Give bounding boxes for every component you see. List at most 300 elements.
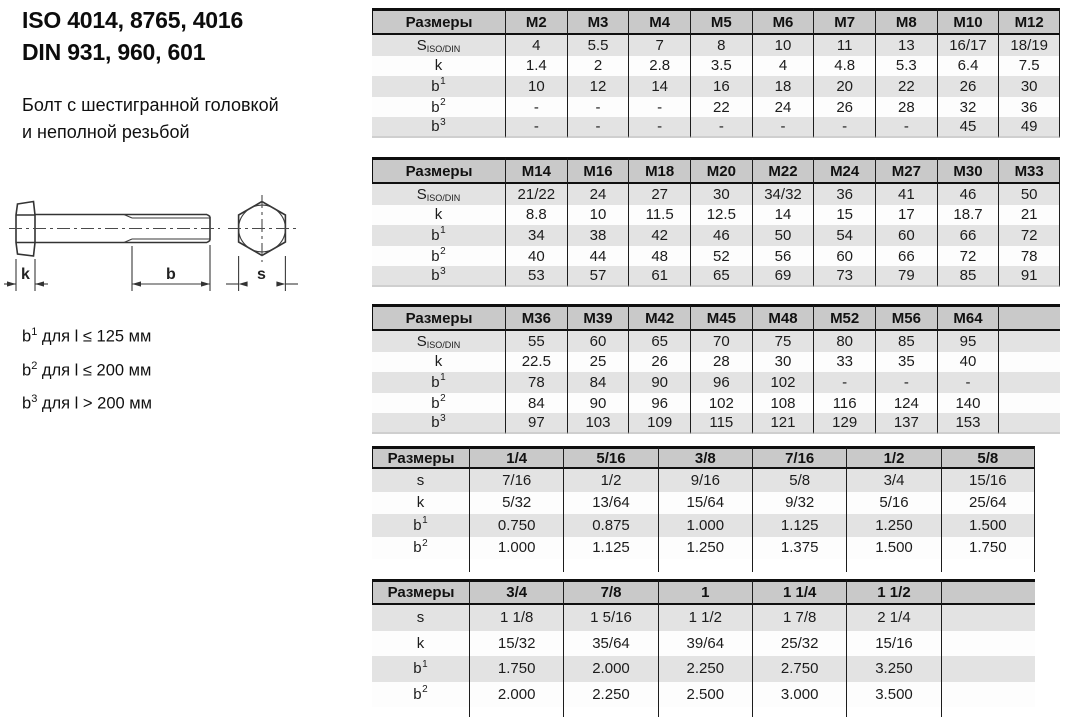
value-cell: 103: [567, 413, 629, 434]
value-cell: 75: [752, 331, 814, 352]
row-label: S $_{ISO/DIN}$: [372, 35, 505, 56]
value-cell: 153: [937, 413, 999, 434]
value-cell: 90: [567, 393, 629, 414]
value-cell: 80: [813, 331, 875, 352]
value-cell: 129: [813, 413, 875, 434]
value-cell: 115: [690, 413, 752, 434]
value-cell: 26: [937, 76, 999, 97]
subtitle-block: [22, 92, 279, 146]
size-column-header: M36: [505, 304, 567, 331]
value-cell: -: [813, 117, 875, 138]
value-cell: 85: [937, 266, 999, 287]
value-cell: 57: [567, 266, 629, 287]
size-column-header: M52: [813, 304, 875, 331]
value-cell: 124: [875, 393, 937, 414]
row-label: b $^3$: [372, 117, 505, 138]
value-cell: 18.7: [937, 205, 999, 226]
row-label: b $^3$: [372, 266, 505, 287]
value-cell: 1.750: [469, 656, 563, 682]
value-cell: 65: [690, 266, 752, 287]
value-cell: 60: [875, 225, 937, 246]
value-cell: 85: [875, 331, 937, 352]
size-column-header: M12: [998, 8, 1060, 35]
value-cell: 7: [628, 35, 690, 56]
value-cell: 1.250: [658, 537, 752, 560]
value-cell: 11.5: [628, 205, 690, 226]
value-cell: -: [875, 372, 937, 393]
tail-cell: [846, 707, 940, 717]
value-cell: 2.250: [658, 656, 752, 682]
product-description-line2: и неполной резьбой: [22, 122, 190, 142]
value-cell: 60: [813, 246, 875, 267]
tail-cell: [752, 559, 846, 572]
tail-cell: [563, 559, 657, 572]
value-cell: 1/2: [563, 469, 657, 492]
value-cell: 36: [813, 184, 875, 205]
row-label: b $^1$: [372, 514, 469, 537]
value-cell: 0.875: [563, 514, 657, 537]
size-column-header: M16: [567, 157, 629, 184]
size-column-header: M7: [813, 8, 875, 35]
value-cell: 15/16: [846, 631, 940, 657]
size-column-header: M30: [937, 157, 999, 184]
value-cell: -: [567, 97, 629, 118]
row-label: S $_{ISO/DIN}$: [372, 184, 505, 205]
size-column-header: 1 1/4: [752, 579, 846, 605]
size-column-header: M14: [505, 157, 567, 184]
value-cell: 49: [998, 117, 1060, 138]
size-column-header: 1: [658, 579, 752, 605]
row-label: b $^2$: [372, 246, 505, 267]
value-cell: 50: [998, 184, 1060, 205]
size-column-header: M45: [690, 304, 752, 331]
size-column-header: M27: [875, 157, 937, 184]
value-cell: -: [567, 117, 629, 138]
size-column-header: M22: [752, 157, 814, 184]
table-row: [372, 413, 1060, 434]
size-column-header: M20: [690, 157, 752, 184]
standard-title-din: DIN 931, 960, 601: [22, 39, 206, 65]
value-cell: [941, 605, 1035, 631]
k-dimension-label: k: [21, 266, 30, 283]
table-row: [372, 537, 1035, 560]
size-column-header: 3/4: [469, 579, 563, 605]
value-cell: 40: [937, 352, 999, 373]
value-cell: 34/32: [752, 184, 814, 205]
value-cell: 15: [813, 205, 875, 226]
size-column-header: M10: [937, 8, 999, 35]
size-column-header: M6: [752, 8, 814, 35]
value-cell: [998, 393, 1060, 414]
value-cell: 5/8: [752, 469, 846, 492]
footnotes-block: [22, 318, 152, 419]
value-cell: 1 1/2: [658, 605, 752, 631]
size-column-header: 1 1/2: [846, 579, 940, 605]
row-label: b $^2$: [372, 682, 469, 708]
size-column-header: M48: [752, 304, 814, 331]
row-label: b $^2$: [372, 393, 505, 414]
table-row: [372, 682, 1035, 708]
value-cell: 2.000: [563, 656, 657, 682]
value-cell: 38: [567, 225, 629, 246]
value-cell: 1.250: [846, 514, 940, 537]
value-cell: -: [628, 117, 690, 138]
value-cell: 8.8: [505, 205, 567, 226]
value-cell: 10: [752, 35, 814, 56]
value-cell: 95: [937, 331, 999, 352]
value-cell: 30: [752, 352, 814, 373]
value-cell: -: [752, 117, 814, 138]
value-cell: 34: [505, 225, 567, 246]
value-cell: 13: [875, 35, 937, 56]
value-cell: 12.5: [690, 205, 752, 226]
table-row: [372, 117, 1060, 138]
table-row: [372, 393, 1060, 414]
value-cell: 97: [505, 413, 567, 434]
size-column-header: 5/16: [563, 446, 657, 469]
value-cell: 10: [567, 205, 629, 226]
value-cell: 21: [998, 205, 1060, 226]
tail-cell: [941, 559, 1035, 572]
value-cell: 48: [628, 246, 690, 267]
value-cell: [998, 372, 1060, 393]
value-cell: 56: [752, 246, 814, 267]
spec-table-inch-large: [372, 579, 1035, 717]
value-cell: 25: [567, 352, 629, 373]
standard-title-iso: ISO 4014, 8765, 4016: [22, 7, 244, 33]
value-cell: 54: [813, 225, 875, 246]
tail-cell: [372, 707, 469, 717]
value-cell: 72: [937, 246, 999, 267]
value-cell: 30: [998, 76, 1060, 97]
bolt-technical-drawing: [2, 186, 354, 336]
value-cell: -: [628, 97, 690, 118]
size-column-header: M3: [567, 8, 629, 35]
value-cell: 2.750: [752, 656, 846, 682]
tail-cell: [941, 707, 1035, 717]
value-cell: 33: [813, 352, 875, 373]
tail-cell: [658, 707, 752, 717]
value-cell: -: [813, 372, 875, 393]
row-label: k: [372, 492, 469, 515]
tail-cell: [372, 559, 469, 572]
value-cell: 42: [628, 225, 690, 246]
row-label: b $^1$: [372, 225, 505, 246]
row-label-header: Размеры: [372, 8, 505, 35]
value-cell: 1 1/8: [469, 605, 563, 631]
size-column-header: M39: [567, 304, 629, 331]
footnote-line: $b^2$ для l ≤ 200 мм: [22, 359, 152, 379]
table-row: [372, 605, 1035, 631]
table-row: [372, 514, 1035, 537]
value-cell: 14: [752, 205, 814, 226]
table-row: [372, 225, 1060, 246]
value-cell: 66: [937, 225, 999, 246]
value-cell: 61: [628, 266, 690, 287]
value-cell: 1.000: [658, 514, 752, 537]
value-cell: 140: [937, 393, 999, 414]
value-cell: 2.500: [658, 682, 752, 708]
value-cell: 32: [937, 97, 999, 118]
value-cell: 8: [690, 35, 752, 56]
value-cell: 5.5: [567, 35, 629, 56]
value-cell: 24: [567, 184, 629, 205]
value-cell: 15/32: [469, 631, 563, 657]
value-cell: 1.4: [505, 56, 567, 77]
table-row: [372, 205, 1060, 226]
value-cell: 22.5: [505, 352, 567, 373]
value-cell: 28: [875, 97, 937, 118]
value-cell: -: [875, 117, 937, 138]
value-cell: 20: [813, 76, 875, 97]
value-cell: 2: [567, 56, 629, 77]
value-cell: [941, 631, 1035, 657]
value-cell: 3.250: [846, 656, 940, 682]
value-cell: 2 1/4: [846, 605, 940, 631]
value-cell: 21/22: [505, 184, 567, 205]
table-row: [372, 184, 1060, 205]
value-cell: 66: [875, 246, 937, 267]
value-cell: 10: [505, 76, 567, 97]
tail-cell: [563, 707, 657, 717]
spec-table-m14-m33: [372, 157, 1060, 287]
value-cell: 35/64: [563, 631, 657, 657]
value-cell: 1.500: [941, 514, 1035, 537]
value-cell: 137: [875, 413, 937, 434]
value-cell: 7/16: [469, 469, 563, 492]
table-row: [372, 35, 1060, 56]
value-cell: 1 5/16: [563, 605, 657, 631]
value-cell: 30: [690, 184, 752, 205]
value-cell: 1 7/8: [752, 605, 846, 631]
value-cell: 3.5: [690, 56, 752, 77]
row-label: k: [372, 56, 505, 77]
value-cell: 9/32: [752, 492, 846, 515]
value-cell: 15/64: [658, 492, 752, 515]
table-row: [372, 76, 1060, 97]
value-cell: -: [690, 117, 752, 138]
value-cell: 5/16: [846, 492, 940, 515]
value-cell: 1.125: [752, 514, 846, 537]
value-cell: 1.000: [469, 537, 563, 560]
value-cell: -: [505, 97, 567, 118]
value-cell: 9/16: [658, 469, 752, 492]
value-cell: 4: [752, 56, 814, 77]
value-cell: 41: [875, 184, 937, 205]
value-cell: 96: [628, 393, 690, 414]
size-column-header: M18: [628, 157, 690, 184]
size-column-header: 5/8: [941, 446, 1035, 469]
value-cell: 25/32: [752, 631, 846, 657]
value-cell: 1.125: [563, 537, 657, 560]
table-row: [372, 372, 1060, 393]
value-cell: 65: [628, 331, 690, 352]
row-label: k: [372, 352, 505, 373]
tail-cell: [752, 707, 846, 717]
value-cell: [941, 656, 1035, 682]
b-dimension-label: b: [166, 266, 176, 283]
value-cell: 78: [998, 246, 1060, 267]
value-cell: 22: [690, 97, 752, 118]
product-description-line1: Болт с шестигранной головкой: [22, 95, 279, 115]
value-cell: 24: [752, 97, 814, 118]
spec-table-m2-m12: [372, 8, 1060, 138]
value-cell: 45: [937, 117, 999, 138]
table-row: [372, 56, 1060, 77]
row-label: k: [372, 631, 469, 657]
size-column-header: M42: [628, 304, 690, 331]
value-cell: 108: [752, 393, 814, 414]
dimension-b: [132, 245, 210, 291]
size-column-header: 1/2: [846, 446, 940, 469]
size-column-header: 3/8: [658, 446, 752, 469]
table-row: [372, 331, 1060, 352]
value-cell: 84: [505, 393, 567, 414]
value-cell: 79: [875, 266, 937, 287]
size-column-header: M5: [690, 8, 752, 35]
value-cell: 73: [813, 266, 875, 287]
value-cell: 35: [875, 352, 937, 373]
row-label: b $^1$: [372, 372, 505, 393]
value-cell: 91: [998, 266, 1060, 287]
footnote-line: $b^1$ для l ≤ 125 мм: [22, 326, 152, 346]
value-cell: 28: [690, 352, 752, 373]
value-cell: 27: [628, 184, 690, 205]
value-cell: 116: [813, 393, 875, 414]
value-cell: 2.000: [469, 682, 563, 708]
value-cell: 78: [505, 372, 567, 393]
value-cell: [941, 682, 1035, 708]
size-column-header: [941, 579, 1035, 605]
s-dimension-label: s: [257, 266, 266, 283]
value-cell: 7.5: [998, 56, 1060, 77]
row-label: b $^2$: [372, 97, 505, 118]
bolt-end-view: [228, 195, 296, 262]
value-cell: 13/64: [563, 492, 657, 515]
value-cell: 1.750: [941, 537, 1035, 560]
row-label: s: [372, 469, 469, 492]
value-cell: 70: [690, 331, 752, 352]
spec-table-inch-small: [372, 446, 1035, 572]
value-cell: 40: [505, 246, 567, 267]
value-cell: 50: [752, 225, 814, 246]
value-cell: 90: [628, 372, 690, 393]
value-cell: 5.3: [875, 56, 937, 77]
table-row: [372, 352, 1060, 373]
value-cell: 69: [752, 266, 814, 287]
value-cell: 3.500: [846, 682, 940, 708]
value-cell: 2.8: [628, 56, 690, 77]
row-label: b $^2$: [372, 537, 469, 560]
value-cell: 72: [998, 225, 1060, 246]
value-cell: 109: [628, 413, 690, 434]
value-cell: 4.8: [813, 56, 875, 77]
value-cell: 6.4: [937, 56, 999, 77]
value-cell: 46: [937, 184, 999, 205]
value-cell: 2.250: [563, 682, 657, 708]
value-cell: 15/16: [941, 469, 1035, 492]
table-row: [372, 631, 1035, 657]
title-block: [22, 4, 243, 68]
dimension-k: [4, 259, 48, 291]
value-cell: 5/32: [469, 492, 563, 515]
size-column-header: 7/8: [563, 579, 657, 605]
value-cell: 52: [690, 246, 752, 267]
value-cell: 17: [875, 205, 937, 226]
value-cell: 18: [752, 76, 814, 97]
size-column-header: M24: [813, 157, 875, 184]
tail-cell: [846, 559, 940, 572]
value-cell: 36: [998, 97, 1060, 118]
table-tail-row: [372, 707, 1035, 717]
table-row: [372, 266, 1060, 287]
table-row: [372, 469, 1035, 492]
value-cell: 44: [567, 246, 629, 267]
value-cell: 55: [505, 331, 567, 352]
value-cell: -: [505, 117, 567, 138]
bolt-side-view: [9, 202, 220, 257]
value-cell: 46: [690, 225, 752, 246]
value-cell: 84: [567, 372, 629, 393]
value-cell: [998, 331, 1060, 352]
value-cell: 16: [690, 76, 752, 97]
size-column-header: M64: [937, 304, 999, 331]
footnote-line: $b^3$ для l > 200 мм: [22, 393, 152, 413]
value-cell: 102: [690, 393, 752, 414]
row-label: k: [372, 205, 505, 226]
value-cell: 121: [752, 413, 814, 434]
value-cell: 14: [628, 76, 690, 97]
size-column-header: M2: [505, 8, 567, 35]
value-cell: 12: [567, 76, 629, 97]
table-row: [372, 656, 1035, 682]
row-label: b $^3$: [372, 413, 505, 434]
value-cell: 18/19: [998, 35, 1060, 56]
value-cell: 4: [505, 35, 567, 56]
value-cell: 26: [813, 97, 875, 118]
row-label: S $_{ISO/DIN}$: [372, 331, 505, 352]
row-label-header: Размеры: [372, 157, 505, 184]
value-cell: [998, 352, 1060, 373]
row-label-header: Размеры: [372, 304, 505, 331]
value-cell: 60: [567, 331, 629, 352]
value-cell: 3.000: [752, 682, 846, 708]
table-row: [372, 492, 1035, 515]
size-column-header: M8: [875, 8, 937, 35]
value-cell: 1.375: [752, 537, 846, 560]
tail-cell: [658, 559, 752, 572]
tail-cell: [469, 707, 563, 717]
value-cell: 0.750: [469, 514, 563, 537]
value-cell: 16/17: [937, 35, 999, 56]
spec-table-m36-m64: [372, 304, 1060, 434]
size-column-header: M33: [998, 157, 1060, 184]
value-cell: 11: [813, 35, 875, 56]
row-label-header: Размеры: [372, 446, 469, 469]
row-label: b $^1$: [372, 656, 469, 682]
size-column-header: M56: [875, 304, 937, 331]
value-cell: -: [937, 372, 999, 393]
value-cell: [998, 413, 1060, 434]
row-label: s: [372, 605, 469, 631]
row-label-header: Размеры: [372, 579, 469, 605]
size-column-header: 7/16: [752, 446, 846, 469]
value-cell: 1.500: [846, 537, 940, 560]
value-cell: 39/64: [658, 631, 752, 657]
size-column-header: [998, 304, 1060, 331]
size-column-header: M4: [628, 8, 690, 35]
table-row: [372, 246, 1060, 267]
